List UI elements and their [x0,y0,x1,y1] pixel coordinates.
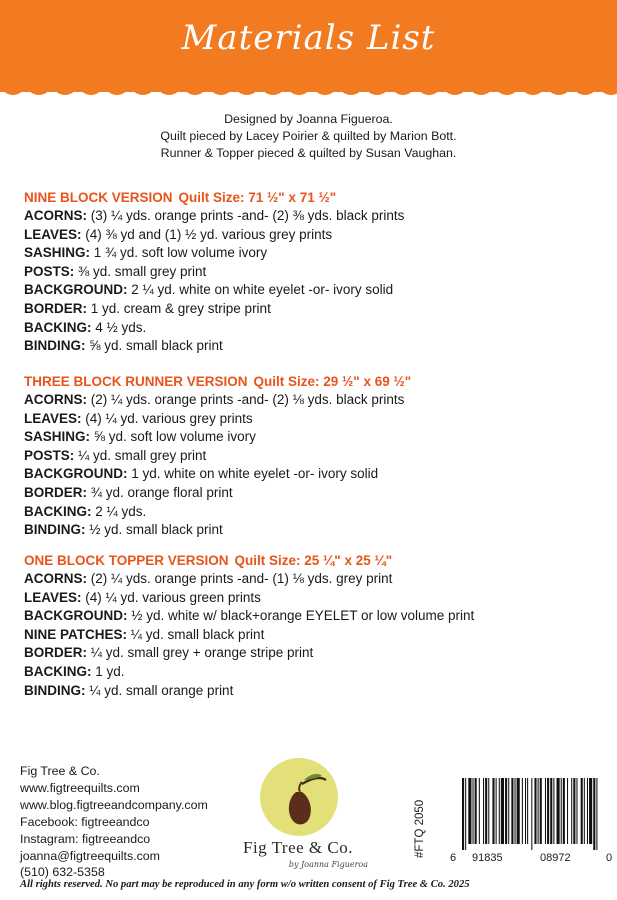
material-item-leaves [24,410,609,429]
company-name: Fig Tree & Co. [20,764,100,778]
material-text: ½ yd. small black print [85,522,223,538]
barcode-bar [540,778,542,844]
barcode-bar [515,778,516,844]
barcode-bar [465,778,466,850]
material-item-background [24,607,609,626]
material-text: ¾ yd. orange floral print [87,484,233,500]
barcode-bar [508,778,509,844]
quilt-size: Quilt Size: 29 ½" x 69 ½" [253,374,412,389]
barcode-bar [492,778,494,844]
barcode-bar [527,778,528,844]
barcode-bar [473,778,474,844]
material-label: ACORNS: [24,392,87,407]
barcode-bar [550,778,552,844]
material-item-backing [24,503,609,522]
credit-pieced: Quilt pieced by Lacey Poirier & quilted by Marion Bott. [160,129,457,143]
material-text: 4 ½ yds. [91,319,147,335]
scalloped-edge [0,82,617,108]
barcode-bar [584,778,585,844]
material-label: BINDING: [24,522,86,538]
material-label: BACKGROUND: [24,608,128,624]
page-title: Materials List [181,18,436,58]
material-label: BACKGROUND: [24,466,128,482]
barcode-bar [485,778,487,844]
section-heading [24,551,609,570]
material-label: SASHING: [24,245,91,261]
barcode-bar [547,778,549,844]
fig-icon [260,758,338,836]
quilt-size: Quilt Size: 71 ½" x 71 ½" [178,190,337,205]
barcode-bar [525,778,526,844]
barcode-bar [557,778,560,844]
material-text: ¼ yd. small orange print [85,682,234,698]
email-link[interactable]: joanna@figtreequilts.com [20,848,160,863]
material-label: SASHING: [24,429,91,445]
material-label: POSTS: [24,263,75,279]
material-label: ACORNS: [24,571,87,586]
barcode-bar [589,778,592,844]
facebook-handle: Facebook: figtreeandco [20,814,150,829]
material-text: ½ yd. white w/ black+orange EYELET or low volume print [127,608,475,624]
material-text: ¼ yd. small black print [127,626,265,642]
barcode [460,778,600,850]
material-item-posts [24,447,609,466]
material-item-backing [24,663,609,682]
material-text: (3) ¼ yds. orange prints -and- (2) ⅜ yds. black prints [87,208,405,223]
barcode-number [448,852,613,866]
material-item-binding [24,337,609,356]
material-text: ¼ yd. small grey + orange stripe print [87,645,314,661]
material-text: ⅝ yd. soft low volume ivory [90,429,256,445]
barcode-left-digits: 91835 [472,852,503,864]
barcode-bar [587,778,588,844]
logo-byline: by Joanna Figueroa [288,860,368,869]
barcode-right-digits: 08972 [540,852,571,864]
material-label: BACKING: [24,503,92,519]
material-text: 1 ¾ yd. soft low volume ivory [90,245,268,261]
material-item-sashing [24,244,609,263]
material-label: BINDING: [24,682,86,698]
material-item-posts [24,263,609,282]
section-nine-block [24,188,609,356]
material-label: BINDING: [24,338,86,354]
material-item-border [24,644,609,663]
material-text: (2) ¼ yds. orange prints -and- (1) ⅛ yds. grey print [87,571,393,586]
barcode-bar [501,778,504,844]
material-label: LEAVES: [24,410,82,426]
credit-designer: Designed by Joanna Figueroa. [224,112,393,126]
section-title: THREE BLOCK RUNNER VERSION [24,374,248,389]
material-item-border [24,300,609,319]
material-label: BORDER: [24,484,87,500]
material-label: LEAVES: [24,589,82,605]
phone-number: (510) 632-5358 [20,865,105,880]
barcode-bar [538,778,539,844]
barcode-bar [499,778,500,844]
material-label: LEAVES: [24,226,82,242]
material-item-backing [24,319,609,338]
section-heading [24,372,609,391]
barcode-bar [462,778,464,850]
material-label: BORDER: [24,645,87,661]
barcode-bar [561,778,562,844]
barcode-bar [534,778,536,844]
barcode-bar [553,778,554,844]
material-text: ⅝ yd. small black print [85,338,223,354]
barcode-bar [545,778,546,844]
barcode-bar [596,778,597,850]
material-item-binding [24,682,609,701]
material-text: 2 ¼ yds. [91,503,147,519]
material-label: ACORNS: [24,208,87,223]
barcode-bar [517,778,520,844]
barcode-bar [468,778,471,844]
instagram-handle: Instagram: figtreeandco [20,831,151,846]
scallop-path [0,82,617,95]
material-text: (2) ¼ yds. orange prints -and- (2) ⅛ yds. black prints [87,392,405,407]
material-item-sashing [24,428,609,447]
material-item-acorns [24,570,609,589]
barcode-bar [483,778,484,844]
material-text: 2 ¼ yd. white on white eyelet -or- ivory solid [127,282,394,298]
material-text: ¼ yd. small grey print [74,447,207,463]
section-title: NINE BLOCK VERSION [24,190,173,205]
material-text: 1 yd. white on white eyelet -or- ivory solid [127,466,379,482]
section-title: ONE BLOCK TOPPER VERSION [24,553,229,568]
section-heading [24,188,609,207]
material-item-leaves [24,589,609,608]
barcode-bar [496,778,497,844]
barcode-bar [593,778,595,850]
barcode-bar [563,778,565,844]
logo-wordmark: Fig Tree & Co. [243,838,353,857]
material-item-nine-patches [24,626,609,645]
barcode-bar [475,778,477,844]
website-link[interactable]: www.figtreequilts.com [20,780,140,795]
material-text: (4) ¼ yd. various green prints [81,589,261,605]
barcode-bar [571,778,572,844]
barcode-bar [581,778,583,844]
barcode-bar [511,778,513,844]
material-item-background [24,465,609,484]
material-item-leaves [24,226,609,245]
quilt-size: Quilt Size: 25 ¼" x 25 ¼" [234,553,393,568]
material-text: ⅜ yd. small grey print [74,263,207,279]
copyright-notice: All rights reserved. No part may be reproduced in any form w/o written consent of Fig Tree & Co. 2025 [20,879,470,890]
barcode-bar [567,778,568,844]
barcode-lead-digit: 6 [450,852,457,864]
material-item-acorns [24,391,609,410]
credits [0,111,617,162]
material-text: (4) ⅜ yd and (1) ½ yd. various grey prints [81,226,333,242]
material-item-acorns [24,207,609,226]
material-item-background [24,281,609,300]
contact-info [20,763,208,881]
barcode-bar [573,778,575,844]
material-label: BACKING: [24,319,92,335]
barcode-bar [488,778,489,844]
product-sku: #FTQ 2050 [414,799,426,858]
material-text: (4) ¼ yd. various grey prints [81,410,253,426]
credit-runner: Runner & Topper pieced & quilted by Susan Vaughan. [160,146,457,160]
material-label: POSTS: [24,447,75,463]
blog-link[interactable]: www.blog.figtreeandcompany.com [20,797,208,812]
section-one-block-topper [24,551,609,700]
fig-tree-logo [218,758,378,878]
material-item-border [24,484,609,503]
barcode-bar [531,778,532,850]
material-label: BORDER: [24,300,87,316]
material-text: 1 yd. [91,663,125,679]
material-label: NINE PATCHES: [24,626,128,642]
material-text: 1 yd. cream & grey stripe print [87,300,271,316]
section-three-block-runner [24,372,609,540]
material-label: BACKING: [24,663,92,679]
material-item-binding [24,521,609,540]
barcode-bar [522,778,523,844]
barcode-bar [576,778,577,844]
barcode-trail-digit: 0 [606,852,613,864]
material-label: BACKGROUND: [24,282,128,298]
barcode-bar [479,778,480,844]
barcode-bar [505,778,507,844]
